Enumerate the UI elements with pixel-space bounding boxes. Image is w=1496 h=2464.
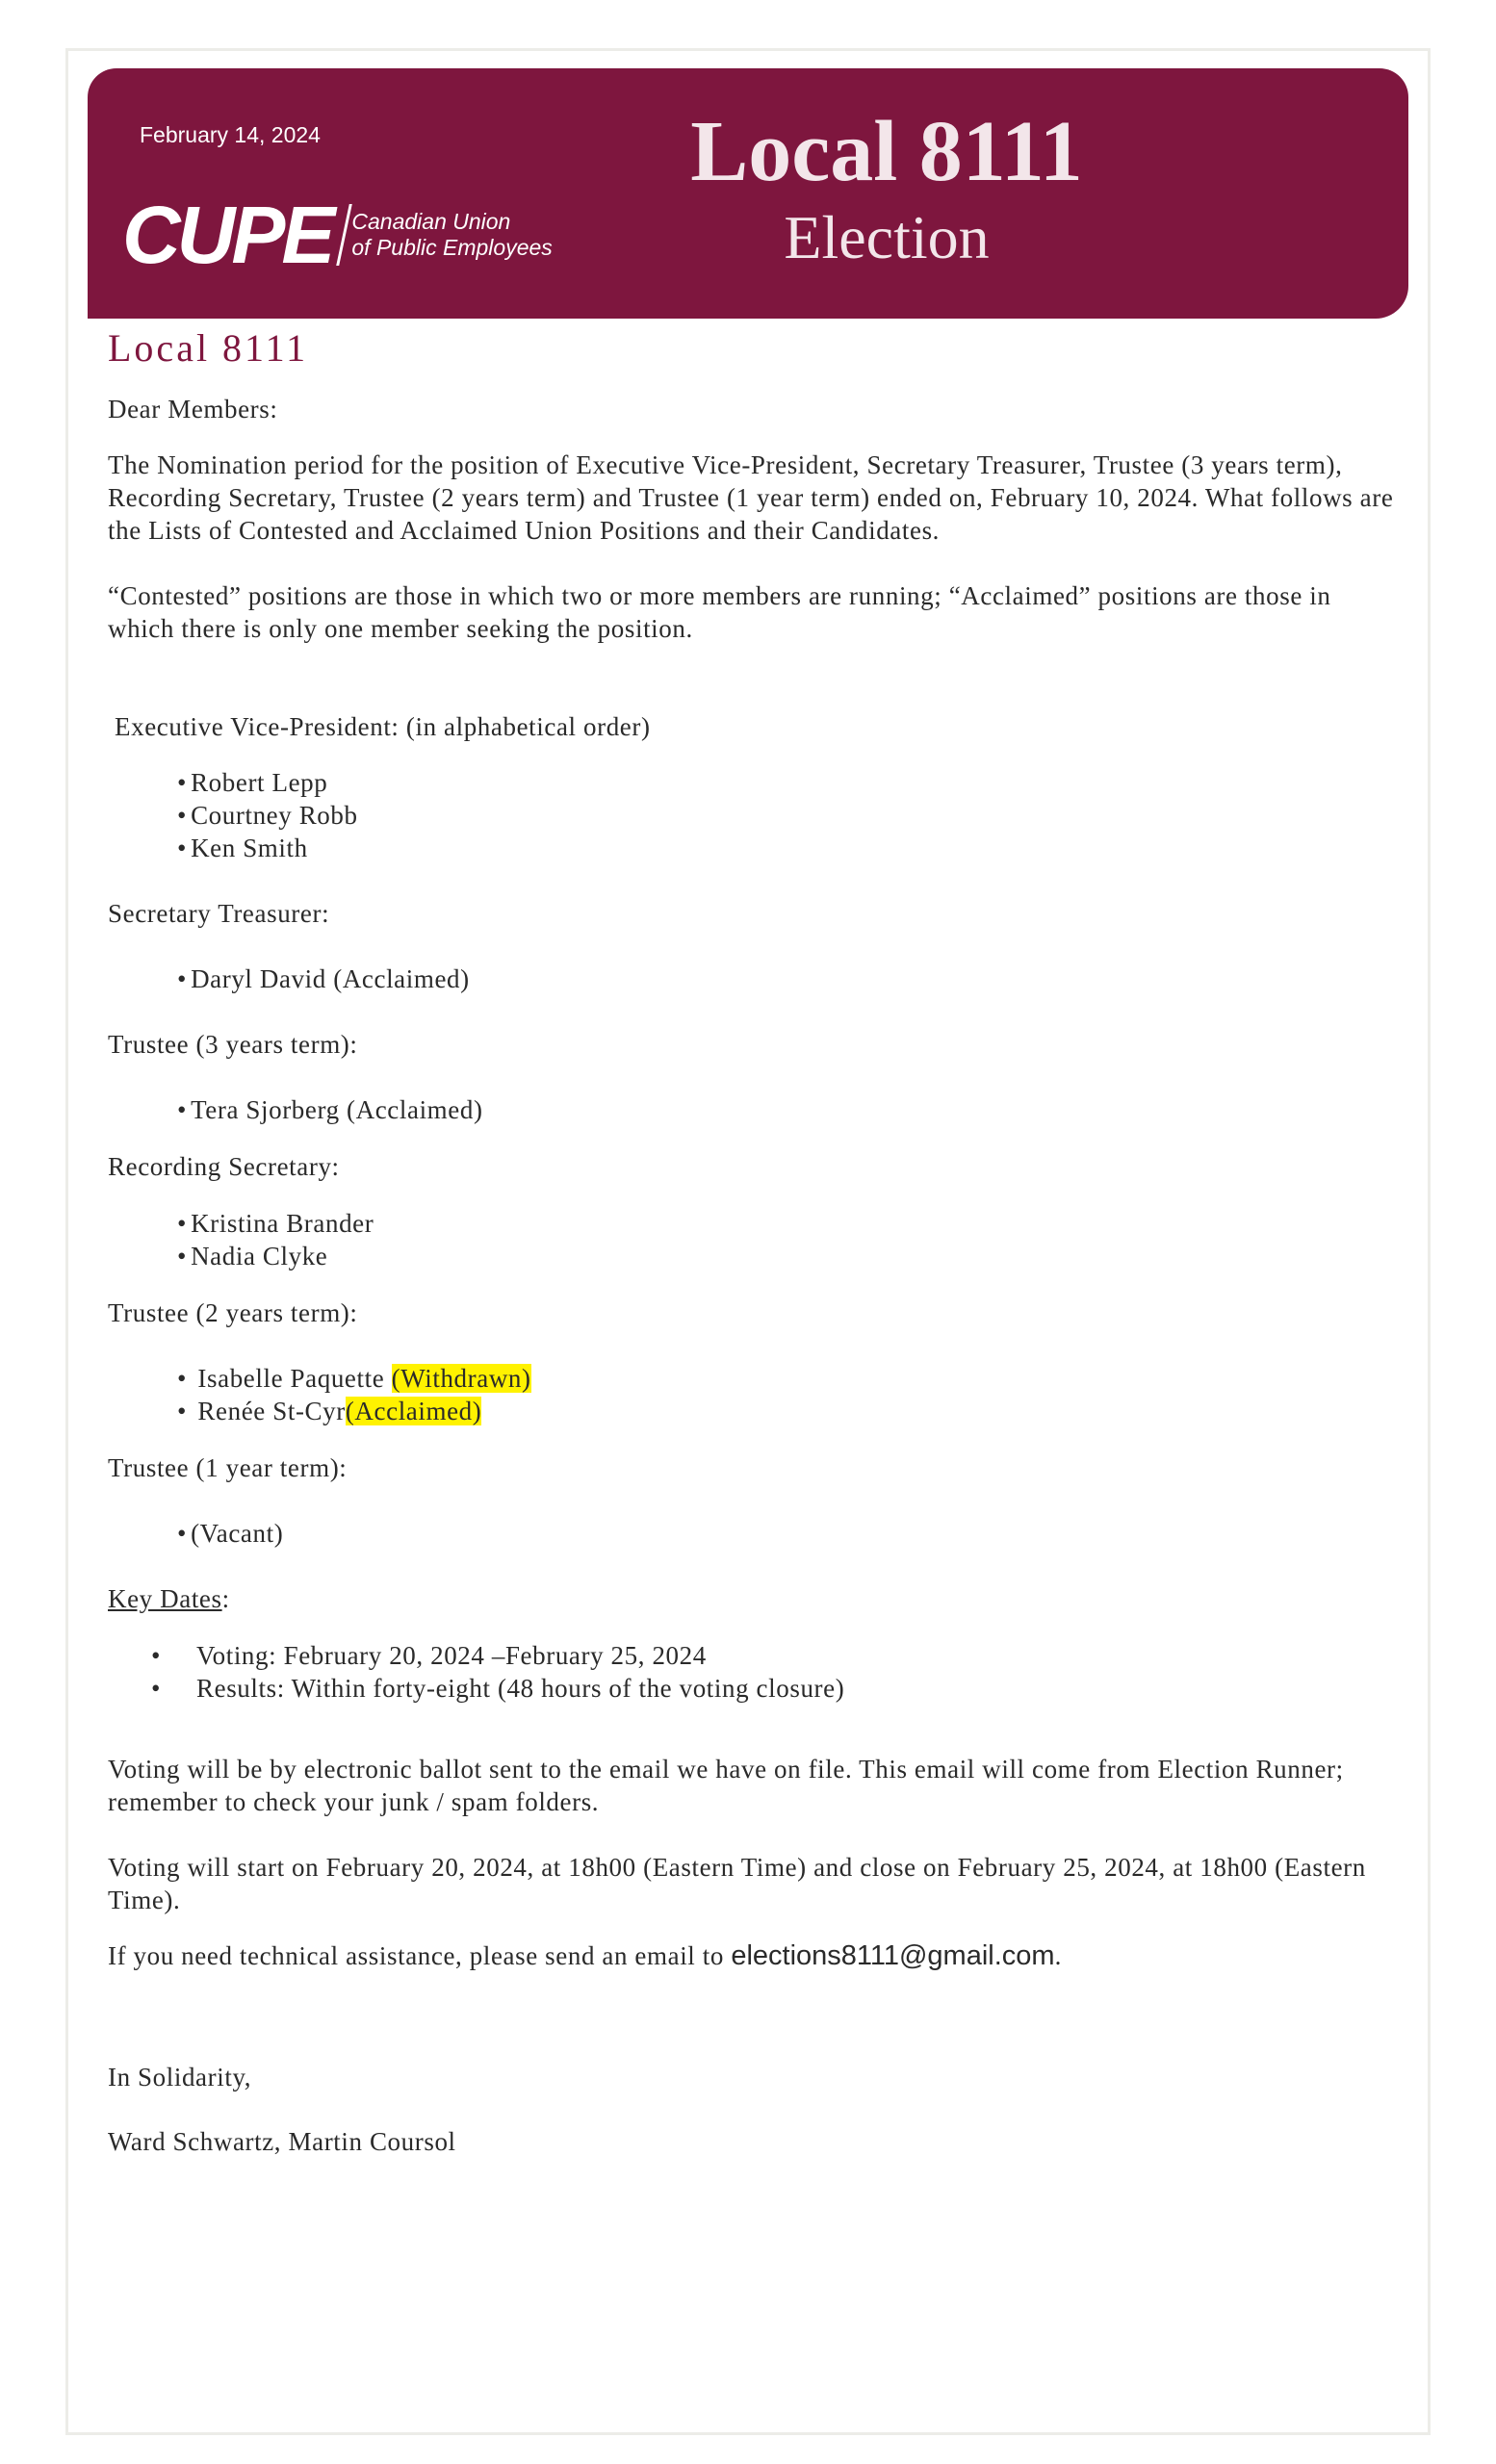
candidate-item: • (Vacant) [177,1517,1398,1550]
candidate-item [177,1395,1398,1427]
position-title-secretary-treasurer: Secretary Treasurer: [108,899,330,928]
cupe-logo-wordmark: CUPE [122,190,332,280]
key-date-item [151,1639,1398,1672]
withdrawn-status: (Withdrawn) [391,1364,531,1393]
logo-divider [337,204,353,266]
key-date-item [151,1672,1398,1705]
greeting: Dear Members: [108,395,278,424]
signatories: Ward Schwartz, Martin Coursol [108,2127,456,2156]
letter-body [108,327,1398,2158]
key-date-results: • Results: Within forty-eight (48 hours of the voting closure) [196,1674,845,1703]
assistance-email: elections8111@gmail.com [731,1940,1055,1971]
key-date-voting: • Voting: February 20, 2024 –February 25, 2024 [196,1641,707,1670]
candidate-item: • Ken Smith [177,832,1398,864]
voting-method-paragraph: Voting will be by electronic ballot sent to the email we have on file. This email will come from Election Runner; remember to check your junk / spam folders. [108,1755,1344,1816]
letter-date: February 14, 2024 [140,122,321,147]
position-title-trustee-1yr: Trustee (1 year term): [108,1453,348,1482]
candidate-list-recording-secretary [108,1207,1398,1272]
candidate-item: • Nadia Clyke [177,1240,1398,1272]
assistance-end: . [1054,1941,1062,1970]
position-title-evp: Executive Vice-President: (in alphabetical order) [115,712,651,741]
candidate-list-trustee-1yr [108,1517,1398,1550]
position-title-trustee-3yr: Trustee (3 years term): [108,1030,358,1059]
cupe-logo-subtitle [351,209,552,261]
candidate-item: • Daryl David (Acclaimed) [177,962,1398,995]
closing-line: In Solidarity, [108,2063,252,2092]
banner-title-local: Local 8111 [690,104,1083,199]
position-title-recording-secretary: Recording Secretary: [108,1152,340,1181]
candidate-list-trustee-3yr [108,1093,1398,1126]
election-banner [88,68,1408,319]
voting-window-paragraph: Voting will start on February 20, 2024, at 18h00 (Eastern Time) and close on February 25, 2024, at 18h00 (Eastern Time). [108,1853,1366,1914]
key-dates-colon: : [221,1584,230,1613]
definition-paragraph: “Contested” positions are those in which two or more members are running; “Acclaimed” positions are those in which there is only one member seeking the position. [108,581,1331,643]
letter-heading: Local 8111 [108,326,309,370]
candidate-item: • Robert Lepp [177,766,1398,799]
candidate-list-trustee-2yr [108,1362,1398,1427]
key-dates-list [108,1639,1398,1705]
candidate-item [177,1362,1398,1395]
assistance-paragraph [108,1939,1398,1972]
logo-subtitle-line2: of Public Employees [351,235,553,260]
intro-paragraph: The Nomination period for the position of Executive Vice-President, Secretary Treasurer, Trustee (3 years term), Recording Secretary, Trustee (2 years term) and Trustee (1 year term) ended on, February 10, 2024. What follows are the Lists of Contested and Acclaimed Union Positions and their Candidates. [108,450,1394,545]
logo-subtitle-line1: Canadian Union [351,209,511,234]
position-title-trustee-2yr: Trustee (2 years term): [108,1298,358,1327]
key-dates-label: Key Dates [108,1584,222,1613]
candidate-item: • Courtney Robb [177,799,1398,832]
banner-title-election: Election [784,203,990,271]
candidate-item: • Kristina Brander [177,1207,1398,1240]
candidate-item: • Tera Sjorberg (Acclaimed) [177,1093,1398,1126]
candidate-list-evp [108,766,1398,864]
key-dates-heading [108,1582,1398,1615]
cupe-logo [122,190,553,280]
candidate-name: Renée St-Cyr [197,1397,346,1425]
banner-title [684,104,1089,271]
candidate-list-secretary-treasurer [108,962,1398,995]
acclaimed-status: (Acclaimed) [345,1397,482,1425]
candidate-name: Isabelle Paquette [197,1364,385,1393]
assistance-text: If you need technical assistance, please send an email to [108,1941,732,1970]
